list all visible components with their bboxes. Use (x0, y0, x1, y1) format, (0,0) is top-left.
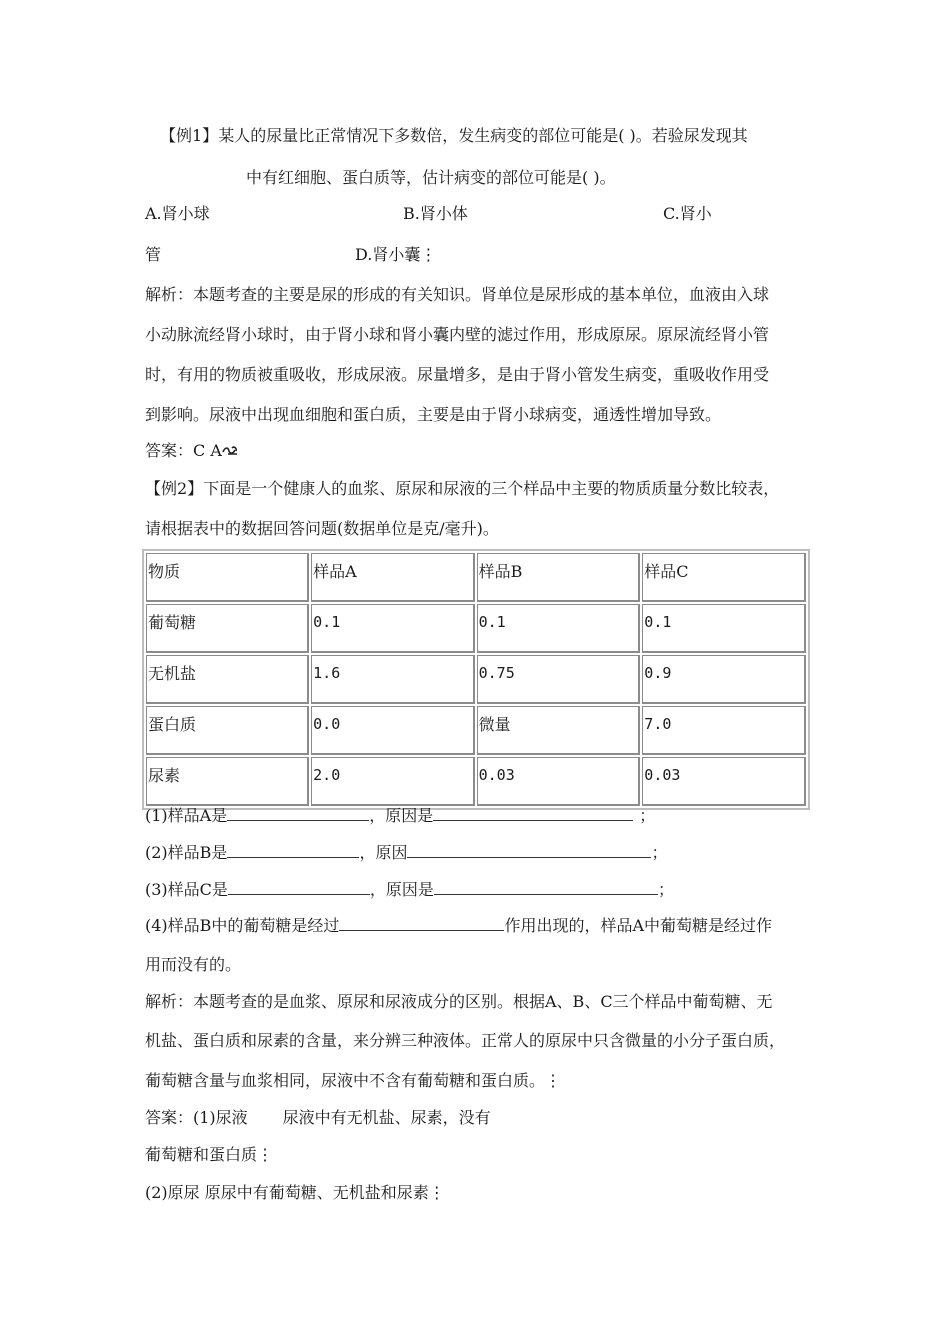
table-cell: 微量 (477, 706, 641, 755)
option-c: C.肾小 (663, 204, 712, 223)
question-4-continued: 用而没有的。 (145, 955, 242, 974)
answer-blank[interactable] (434, 880, 658, 895)
answer-blank[interactable] (433, 806, 633, 821)
table-cell: 0.03 (477, 757, 641, 806)
table-cell: 0.75 (477, 655, 641, 704)
example1-analysis-line4: 到影响。尿液中出现血细胞和蛋白质，主要是由于肾小球病变，通透性增加导致。 (145, 405, 722, 424)
example1-analysis-line3: 时，有用的物质被重吸收，形成尿液。尿量增多，是由于肾小管发生病变，重吸收作用受 (145, 365, 770, 384)
example1-answer: 答案：C A (145, 443, 238, 459)
table-cell: 2.0 (311, 757, 474, 806)
example2-answer-2: (2)原尿 原尿中有葡萄糖、无机盐和尿素⋮ (145, 1183, 445, 1202)
table-row (146, 655, 806, 704)
example1-analysis-line2: 小动脉流经肾小球时，由于肾小球和肾小囊内壁的滤过作用，形成原尿。原尿流经肾小管 (145, 325, 770, 344)
substance-comparison-table (142, 549, 810, 810)
table-cell: 0.9 (642, 655, 806, 704)
table-cell: 无机盐 (146, 655, 309, 704)
table-row (146, 757, 806, 806)
header-cell: 样品C (642, 553, 806, 602)
example2-analysis-line2: 机盐、蛋白质和尿素的含量，来分辨三种液体。正常人的原尿中只含微量的小分子蛋白质， (145, 1031, 786, 1050)
example1-analysis-line1: 解析：本题考查的主要是尿的形成的有关知识。肾单位是尿形成的基本单位，血液由入球 (145, 285, 770, 304)
table-cell: 0.1 (642, 604, 806, 653)
answer-blank[interactable] (339, 916, 504, 931)
table-header-row (146, 553, 806, 602)
example2-question-line1: 【例2】下面是一个健康人的血浆、原尿和尿液的三个样品中主要的物质质量分数比较表， (145, 479, 780, 498)
example2-analysis-line1: 解析：本题考查的是血浆、原尿和尿液成分的区别。根据A、B、C三个样品中葡萄糖、无 (145, 992, 773, 1011)
table-row (146, 604, 806, 653)
option-c-continued: 管 (145, 245, 162, 264)
table-cell: 0.0 (311, 706, 474, 755)
table-cell: 0.1 (477, 604, 641, 653)
option-d: D.肾小囊⋮ (355, 245, 437, 264)
example2-tag: 【例2】 (145, 479, 204, 498)
example2-answer-1: 答案：(1)尿液 尿液中有无机盐、尿素，没有 (145, 1108, 491, 1127)
table-cell: 0.03 (642, 757, 806, 806)
example1-tag: 【例1】 (160, 126, 219, 145)
table-cell: 0.1 (311, 604, 474, 653)
ink-scribble-icon (222, 444, 238, 456)
table-row (146, 706, 806, 755)
example2-answer-1-continued: 葡萄糖和蛋白质⋮ (145, 1145, 274, 1164)
table-cell: 葡萄糖 (146, 604, 309, 653)
example1-question-line1: 【例1】某人的尿量比正常情况下多数倍，发生病变的部位可能是( )。若验尿发现其 (160, 126, 748, 145)
table-cell: 7.0 (642, 706, 806, 755)
example2-analysis-line3: 葡萄糖含量与血浆相同，尿液中不含有葡萄糖和蛋白质。⋮ (145, 1071, 562, 1090)
table-cell: 尿素 (146, 757, 309, 806)
answer-blank[interactable] (227, 806, 369, 821)
answer-blank[interactable] (228, 880, 370, 895)
question-3: (3)样品C是 ，原因是 ； (145, 880, 674, 899)
option-b: B.肾小体 (403, 204, 468, 223)
header-cell: 样品B (477, 553, 641, 602)
example2-question-line2: 请根据表中的数据回答问题(数据单位是克/毫升)。 (145, 519, 499, 538)
table-cell: 1.6 (311, 655, 474, 704)
answer-blank[interactable] (227, 843, 359, 858)
example1-question-line2: 中有红细胞、蛋白质等，估计病变的部位可能是( )。 (246, 168, 616, 187)
question-2: (2)样品B是 ，原因 ； (145, 843, 668, 862)
table-cell: 蛋白质 (146, 706, 309, 755)
header-cell: 样品A (311, 553, 474, 602)
option-a: A.肾小球 (145, 204, 210, 223)
question-1: (1)样品A是 ，原因是 ； (145, 806, 656, 825)
header-cell: 物质 (146, 553, 309, 602)
question-4: (4)样品B中的葡萄糖是经过 作用出现的，样品A中葡萄糖是经过作 (145, 916, 772, 935)
answer-blank[interactable] (407, 843, 651, 858)
